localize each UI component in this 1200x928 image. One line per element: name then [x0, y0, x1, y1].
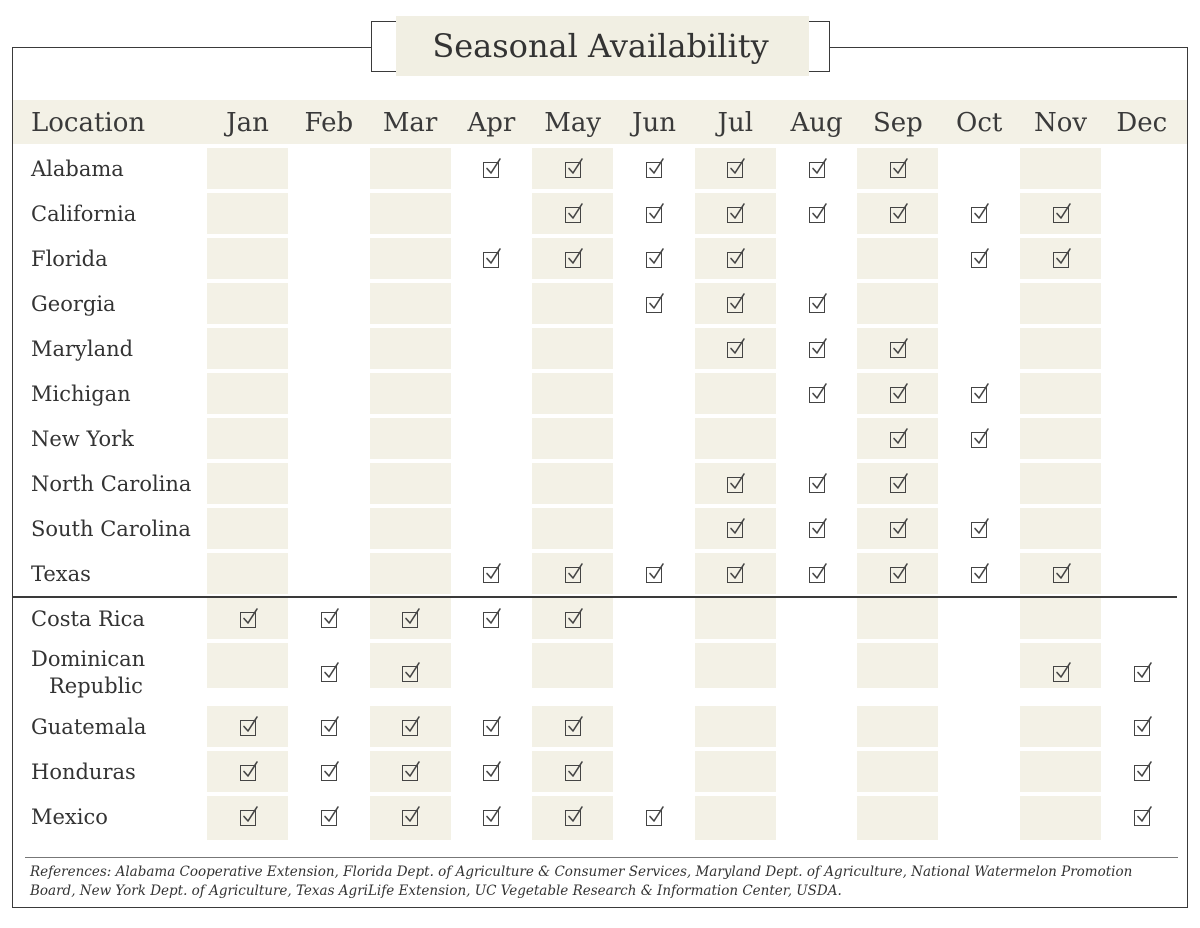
check-icon — [971, 252, 987, 268]
check-icon — [809, 162, 825, 178]
check-icon — [646, 252, 662, 268]
header-month-jun: Jun — [632, 108, 676, 138]
check-icon — [809, 297, 825, 313]
check-icon — [402, 720, 418, 736]
check-icon — [646, 207, 662, 223]
check-icon — [565, 720, 581, 736]
check-icon — [483, 252, 499, 268]
check-icon — [809, 207, 825, 223]
check-icon — [240, 612, 256, 628]
check-icon — [565, 252, 581, 268]
check-icon — [1053, 252, 1069, 268]
location-label: Florida — [31, 246, 108, 271]
location-label: New York — [31, 426, 134, 451]
check-icon — [971, 567, 987, 583]
check-icon — [890, 477, 906, 493]
check-icon — [321, 720, 337, 736]
check-icon — [646, 810, 662, 826]
check-icon — [809, 477, 825, 493]
row-separator — [13, 549, 1187, 553]
check-icon — [483, 567, 499, 583]
header-month-sep: Sep — [872, 108, 923, 138]
check-icon — [890, 162, 906, 178]
check-icon — [402, 666, 418, 682]
location-label: Mexico — [31, 804, 108, 829]
check-icon — [483, 810, 499, 826]
check-icon — [646, 567, 662, 583]
location-label: Georgia — [31, 291, 116, 316]
check-icon — [1053, 207, 1069, 223]
location-label: Costa Rica — [31, 606, 145, 631]
check-icon — [1134, 720, 1150, 736]
row-separator — [13, 414, 1187, 418]
location-label: South Carolina — [31, 516, 191, 541]
check-icon — [321, 765, 337, 781]
row-separator — [13, 189, 1187, 193]
header-location: Location — [31, 108, 146, 138]
check-icon — [971, 387, 987, 403]
header-month-aug: Aug — [790, 108, 843, 138]
check-icon — [971, 432, 987, 448]
check-icon — [727, 252, 743, 268]
header-month-dec: Dec — [1116, 108, 1168, 138]
check-icon — [1134, 765, 1150, 781]
row-separator — [13, 324, 1187, 328]
header-month-jan: Jan — [226, 108, 269, 138]
references-text: References: Alabama Cooperative Extension, Florida Dept. of Agriculture & Consumer Services, Maryland Dept. of Agriculture, National Watermelon Promotion Board, New York Dept. of Agriculture, Texas AgriLife Extension, UC Vegetable Research & Information Center, USDA. — [30, 864, 1133, 899]
header-month-feb: Feb — [304, 108, 354, 138]
row-separator — [13, 369, 1187, 373]
check-icon — [727, 567, 743, 583]
check-icon — [646, 162, 662, 178]
location-label: Texas — [31, 561, 91, 586]
check-icon — [1134, 666, 1150, 682]
check-icon — [809, 387, 825, 403]
check-icon — [565, 567, 581, 583]
location-label: Honduras — [31, 759, 136, 784]
check-icon — [321, 612, 337, 628]
check-icon — [890, 567, 906, 583]
availability-table — [13, 100, 1187, 840]
header-month-may: May — [544, 108, 602, 138]
location-label-line: Dominican — [31, 647, 146, 671]
check-icon — [321, 666, 337, 682]
row-separator — [13, 459, 1187, 463]
check-icon — [240, 720, 256, 736]
row-separator — [13, 279, 1187, 283]
check-icon — [565, 810, 581, 826]
row-separator — [13, 639, 1187, 643]
check-icon — [809, 567, 825, 583]
header-month-nov: Nov — [1033, 108, 1088, 138]
region-divider — [13, 596, 1177, 598]
check-icon — [809, 342, 825, 358]
check-icon — [402, 612, 418, 628]
check-icon — [483, 720, 499, 736]
check-icon — [483, 162, 499, 178]
header-month-oct: Oct — [956, 108, 1003, 138]
check-icon — [727, 342, 743, 358]
row-separator — [13, 234, 1187, 238]
check-icon — [1053, 567, 1069, 583]
check-icon — [727, 207, 743, 223]
check-icon — [565, 765, 581, 781]
check-icon — [1053, 666, 1069, 682]
check-icon — [565, 207, 581, 223]
page-title: Seasonal Availability — [432, 27, 769, 65]
check-icon — [727, 162, 743, 178]
row-separator — [13, 504, 1187, 508]
footer-rule — [25, 857, 1178, 858]
check-icon — [971, 207, 987, 223]
check-icon — [565, 162, 581, 178]
location-label: Alabama — [31, 156, 124, 181]
row-separator — [13, 792, 1187, 796]
check-icon — [402, 765, 418, 781]
check-icon — [321, 810, 337, 826]
location-label — [31, 646, 145, 700]
check-icon — [971, 522, 987, 538]
check-icon — [240, 765, 256, 781]
location-label-line: Republic — [49, 674, 143, 698]
check-icon — [565, 612, 581, 628]
check-icon — [1134, 810, 1150, 826]
check-icon — [483, 612, 499, 628]
check-icon — [727, 297, 743, 313]
location-label: Michigan — [31, 381, 131, 406]
row-separator — [13, 747, 1187, 751]
location-label: North Carolina — [31, 471, 192, 496]
location-label: Guatemala — [31, 714, 147, 739]
location-label: Maryland — [31, 336, 134, 361]
location-label: California — [31, 201, 137, 226]
check-icon — [646, 297, 662, 313]
header-month-apr: Apr — [467, 108, 516, 138]
title-box — [371, 21, 830, 72]
check-icon — [402, 810, 418, 826]
check-icon — [809, 522, 825, 538]
check-icon — [890, 207, 906, 223]
check-icon — [727, 477, 743, 493]
header-month-jul: Jul — [717, 108, 754, 138]
check-icon — [890, 387, 906, 403]
check-icon — [483, 765, 499, 781]
check-icon — [240, 810, 256, 826]
check-icon — [890, 432, 906, 448]
check-icon — [890, 522, 906, 538]
check-icon — [890, 342, 906, 358]
check-icon — [727, 522, 743, 538]
header-month-mar: Mar — [382, 108, 438, 138]
row-separator — [13, 688, 1187, 706]
